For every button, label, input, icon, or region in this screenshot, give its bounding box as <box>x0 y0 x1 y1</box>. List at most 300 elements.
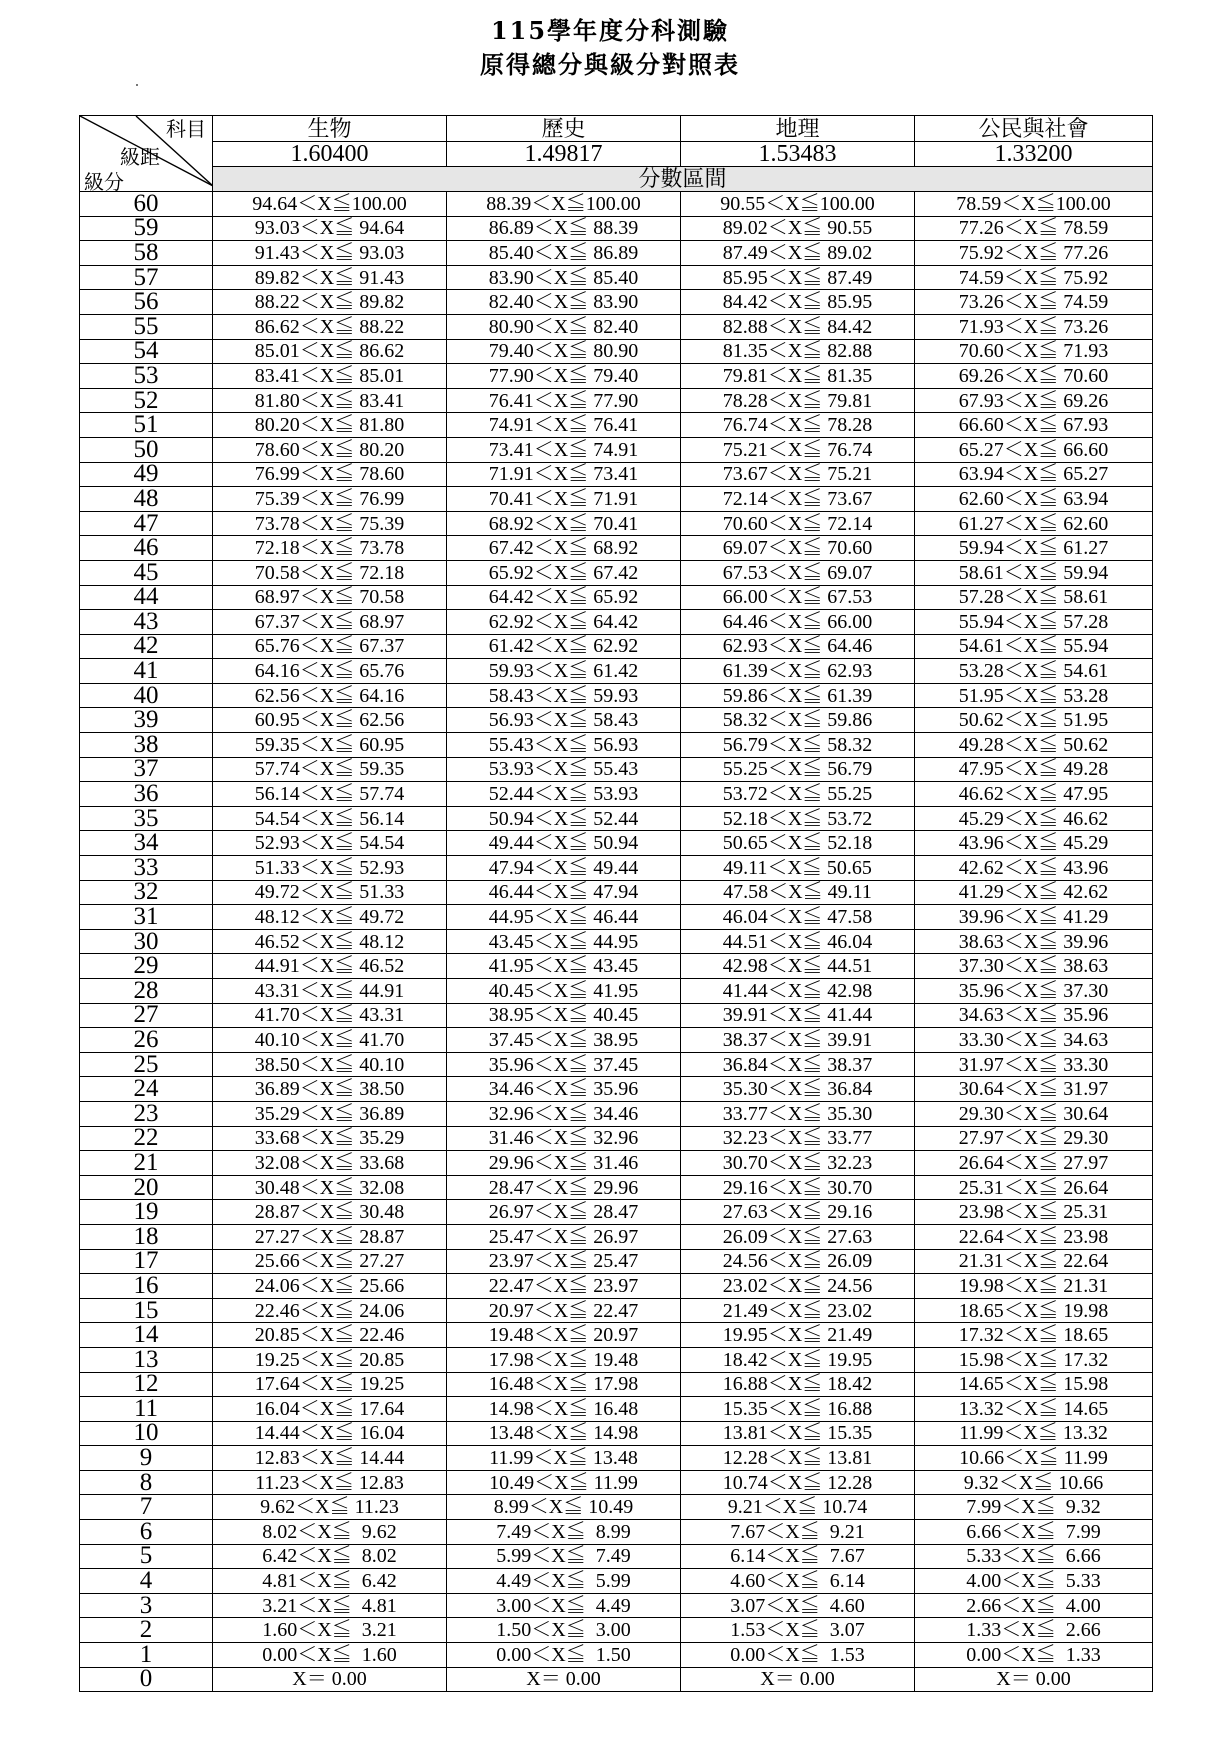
table-row <box>80 757 1153 782</box>
score-range-cell: 52.44＜X≦ 53.93 <box>447 782 681 807</box>
score-range-cell: X＝ 0.00 <box>681 1667 915 1692</box>
table-row <box>80 1003 1153 1028</box>
level-cell: 40 <box>80 683 213 708</box>
score-range-cell: 51.95＜X≦ 53.28 <box>915 683 1153 708</box>
table-row <box>80 1200 1153 1225</box>
score-range-cell: 4.49＜X≦ 5.99 <box>447 1569 681 1594</box>
score-range-cell: 76.74＜X≦ 78.28 <box>681 413 915 438</box>
document-title <box>0 14 1220 82</box>
score-range-cell: 28.47＜X≦ 29.96 <box>447 1175 681 1200</box>
score-range-cell: 13.48＜X≦ 14.98 <box>447 1421 681 1446</box>
score-range-cell: 52.93＜X≦ 54.54 <box>213 831 447 856</box>
score-range-cell: 33.68＜X≦ 35.29 <box>213 1126 447 1151</box>
table-row <box>80 954 1153 979</box>
score-range-cell: 57.74＜X≦ 59.35 <box>213 757 447 782</box>
step-value-biology: 1.60400 <box>213 142 447 167</box>
score-range-cell: 25.66＜X≦ 27.27 <box>213 1249 447 1274</box>
score-range-cell: 38.37＜X≦ 39.91 <box>681 1028 915 1053</box>
score-range-cell: 72.18＜X≦ 73.78 <box>213 536 447 561</box>
corner-label-step: 級距 <box>120 145 160 169</box>
table-row <box>80 634 1153 659</box>
level-cell: 51 <box>80 413 213 438</box>
score-range-cell: 47.58＜X≦ 49.11 <box>681 880 915 905</box>
score-range-cell: 10.49＜X≦ 11.99 <box>447 1470 681 1495</box>
score-range-cell: 53.28＜X≦ 54.61 <box>915 659 1153 684</box>
score-range-cell: 9.62＜X≦ 11.23 <box>213 1495 447 1520</box>
score-range-cell: 89.82＜X≦ 91.43 <box>213 265 447 290</box>
level-cell: 56 <box>80 290 213 315</box>
subject-header-biology: 生物 <box>213 116 447 142</box>
score-range-cell: 4.00＜X≦ 5.33 <box>915 1569 1153 1594</box>
score-range-cell: 85.01＜X≦ 86.62 <box>213 339 447 364</box>
level-cell: 34 <box>80 831 213 856</box>
score-range-cell: 43.45＜X≦ 44.95 <box>447 929 681 954</box>
score-range-cell: 59.86＜X≦ 61.39 <box>681 683 915 708</box>
score-range-cell: 37.30＜X≦ 38.63 <box>915 954 1153 979</box>
score-range-cell: 86.89＜X≦ 88.39 <box>447 216 681 241</box>
score-range-cell: 34.46＜X≦ 35.96 <box>447 1077 681 1102</box>
score-range-cell: 50.94＜X≦ 52.44 <box>447 806 681 831</box>
table-row <box>80 806 1153 831</box>
score-range-cell: 62.60＜X≦ 63.94 <box>915 487 1153 512</box>
level-cell: 39 <box>80 708 213 733</box>
score-range-cell: 11.23＜X≦ 12.83 <box>213 1470 447 1495</box>
subject-header-geography: 地理 <box>681 116 915 142</box>
score-range-cell: 85.40＜X≦ 86.89 <box>447 241 681 266</box>
score-range-cell: 87.49＜X≦ 89.02 <box>681 241 915 266</box>
score-range-cell: 75.39＜X≦ 76.99 <box>213 487 447 512</box>
score-range-cell: 23.02＜X≦ 24.56 <box>681 1274 915 1299</box>
score-range-cell: 17.64＜X≦ 19.25 <box>213 1372 447 1397</box>
score-range-cell: 78.28＜X≦ 79.81 <box>681 388 915 413</box>
corner-label-level: 級分 <box>84 170 124 192</box>
score-range-cell: 4.81＜X≦ 6.42 <box>213 1569 447 1594</box>
score-range-cell: 42.62＜X≦ 43.96 <box>915 856 1153 881</box>
level-cell: 44 <box>80 585 213 610</box>
level-cell: 19 <box>80 1200 213 1225</box>
table-row <box>80 929 1153 954</box>
score-range-cell: 93.03＜X≦ 94.64 <box>213 216 447 241</box>
level-cell: 60 <box>80 192 213 217</box>
table-row <box>80 1298 1153 1323</box>
level-cell: 41 <box>80 659 213 684</box>
table-row <box>80 339 1153 364</box>
score-range-cell: 62.56＜X≦ 64.16 <box>213 683 447 708</box>
score-range-cell: 65.92＜X≦ 67.42 <box>447 560 681 585</box>
table-row <box>80 1077 1153 1102</box>
score-range-cell: 46.62＜X≦ 47.95 <box>915 782 1153 807</box>
level-cell: 1 <box>80 1643 213 1668</box>
score-range-cell: 3.21＜X≦ 4.81 <box>213 1593 447 1618</box>
table-row <box>80 831 1153 856</box>
score-range-cell: 9.21＜X≦ 10.74 <box>681 1495 915 1520</box>
score-range-cell: 23.97＜X≦ 25.47 <box>447 1249 681 1274</box>
score-range-cell: 23.98＜X≦ 25.31 <box>915 1200 1153 1225</box>
score-range-cell: 55.43＜X≦ 56.93 <box>447 733 681 758</box>
score-range-cell: 44.91＜X≦ 46.52 <box>213 954 447 979</box>
table-row <box>80 314 1153 339</box>
score-range-cell: 0.00＜X≦ 1.60 <box>213 1643 447 1668</box>
level-cell: 25 <box>80 1052 213 1077</box>
score-range-cell: 82.88＜X≦ 84.42 <box>681 314 915 339</box>
score-range-cell: 50.65＜X≦ 52.18 <box>681 831 915 856</box>
score-range-cell: 13.81＜X≦ 15.35 <box>681 1421 915 1446</box>
score-range-cell: 54.61＜X≦ 55.94 <box>915 634 1153 659</box>
score-range-cell: 60.95＜X≦ 62.56 <box>213 708 447 733</box>
score-range-cell: 24.56＜X≦ 26.09 <box>681 1249 915 1274</box>
level-cell: 58 <box>80 241 213 266</box>
level-cell: 57 <box>80 265 213 290</box>
score-range-cell: 17.32＜X≦ 18.65 <box>915 1323 1153 1348</box>
score-range-cell: 68.97＜X≦ 70.58 <box>213 585 447 610</box>
table-row <box>80 856 1153 881</box>
table-row <box>80 1175 1153 1200</box>
score-range-cell: 33.30＜X≦ 34.63 <box>915 1028 1153 1053</box>
score-range-cell: 7.49＜X≦ 8.99 <box>447 1520 681 1545</box>
table-row <box>80 905 1153 930</box>
table-row <box>80 1249 1153 1274</box>
score-range-cell: 73.26＜X≦ 74.59 <box>915 290 1153 315</box>
level-cell: 53 <box>80 364 213 389</box>
score-range-cell: 71.93＜X≦ 73.26 <box>915 314 1153 339</box>
level-cell: 5 <box>80 1544 213 1569</box>
score-range-cell: 52.18＜X≦ 53.72 <box>681 806 915 831</box>
level-cell: 43 <box>80 610 213 635</box>
score-range-cell: 13.32＜X≦ 14.65 <box>915 1397 1153 1422</box>
score-range-cell: 50.62＜X≦ 51.95 <box>915 708 1153 733</box>
score-range-cell: 6.66＜X≦ 7.99 <box>915 1520 1153 1545</box>
title-line-1: 115學年度分科測驗 <box>490 16 730 45</box>
level-cell: 10 <box>80 1421 213 1446</box>
score-range-cell: 36.84＜X≦ 38.37 <box>681 1052 915 1077</box>
subject-header-history: 歷史 <box>447 116 681 142</box>
score-range-cell: 45.29＜X≦ 46.62 <box>915 806 1153 831</box>
score-range-cell: 40.45＜X≦ 41.95 <box>447 979 681 1004</box>
score-range-cell: 0.00＜X≦ 1.33 <box>915 1643 1153 1668</box>
table-row <box>80 1643 1153 1668</box>
table-row <box>80 1101 1153 1126</box>
score-range-cell: 25.47＜X≦ 26.97 <box>447 1224 681 1249</box>
score-range-cell: 69.26＜X≦ 70.60 <box>915 364 1153 389</box>
level-cell: 24 <box>80 1077 213 1102</box>
score-range-cell: 77.90＜X≦ 79.40 <box>447 364 681 389</box>
step-value-geography: 1.53483 <box>681 142 915 167</box>
score-range-cell: 39.96＜X≦ 41.29 <box>915 905 1153 930</box>
score-range-cell: 12.28＜X≦ 13.81 <box>681 1446 915 1471</box>
table-corner-header <box>80 116 213 192</box>
score-range-cell: 35.29＜X≦ 36.89 <box>213 1101 447 1126</box>
level-cell: 0 <box>80 1667 213 1692</box>
score-range-cell: 70.41＜X≦ 71.91 <box>447 487 681 512</box>
score-range-cell: 49.44＜X≦ 50.94 <box>447 831 681 856</box>
score-range-cell: 6.42＜X≦ 8.02 <box>213 1544 447 1569</box>
score-range-cell: 58.43＜X≦ 59.93 <box>447 683 681 708</box>
score-range-cell: 30.48＜X≦ 32.08 <box>213 1175 447 1200</box>
score-range-cell: 83.90＜X≦ 85.40 <box>447 265 681 290</box>
score-range-cell: X＝ 0.00 <box>447 1667 681 1692</box>
score-range-cell: 25.31＜X≦ 26.64 <box>915 1175 1153 1200</box>
score-range-cell: 68.92＜X≦ 70.41 <box>447 511 681 536</box>
score-range-cell: 4.60＜X≦ 6.14 <box>681 1569 915 1594</box>
score-range-cell: 49.28＜X≦ 50.62 <box>915 733 1153 758</box>
level-cell: 35 <box>80 806 213 831</box>
score-range-cell: 7.67＜X≦ 9.21 <box>681 1520 915 1545</box>
level-cell: 32 <box>80 880 213 905</box>
subject-header-civics: 公民與社會 <box>915 116 1153 142</box>
score-range-cell: 73.41＜X≦ 74.91 <box>447 437 681 462</box>
table-row <box>80 585 1153 610</box>
score-range-cell: 29.96＜X≦ 31.46 <box>447 1151 681 1176</box>
score-range-cell: 78.60＜X≦ 80.20 <box>213 437 447 462</box>
score-range-cell: 53.93＜X≦ 55.43 <box>447 757 681 782</box>
score-range-cell: 11.99＜X≦ 13.48 <box>447 1446 681 1471</box>
score-range-cell: 16.88＜X≦ 18.42 <box>681 1372 915 1397</box>
table-row <box>80 1028 1153 1053</box>
score-range-cell: 19.48＜X≦ 20.97 <box>447 1323 681 1348</box>
score-range-cell: 56.79＜X≦ 58.32 <box>681 733 915 758</box>
score-range-cell: 56.93＜X≦ 58.43 <box>447 708 681 733</box>
level-cell: 12 <box>80 1372 213 1397</box>
score-range-cell: 37.45＜X≦ 38.95 <box>447 1028 681 1053</box>
score-range-cell: 41.95＜X≦ 43.45 <box>447 954 681 979</box>
score-range-cell: 72.14＜X≦ 73.67 <box>681 487 915 512</box>
score-range-cell: 27.97＜X≦ 29.30 <box>915 1126 1153 1151</box>
score-range-cell: 19.98＜X≦ 21.31 <box>915 1274 1153 1299</box>
level-cell: 18 <box>80 1224 213 1249</box>
table-row <box>80 708 1153 733</box>
score-range-cell: 47.94＜X≦ 49.44 <box>447 856 681 881</box>
score-range-cell: 6.14＜X≦ 7.67 <box>681 1544 915 1569</box>
score-range-cell: 10.66＜X≦ 11.99 <box>915 1446 1153 1471</box>
table-row <box>80 1347 1153 1372</box>
table-row <box>80 1667 1153 1692</box>
stray-mark <box>136 84 138 86</box>
table-row <box>80 1323 1153 1348</box>
level-cell: 11 <box>80 1397 213 1422</box>
score-range-cell: 88.39＜X≦100.00 <box>447 192 681 217</box>
score-range-cell: 58.61＜X≦ 59.94 <box>915 560 1153 585</box>
table-row <box>80 290 1153 315</box>
level-cell: 36 <box>80 782 213 807</box>
score-range-cell: 84.42＜X≦ 85.95 <box>681 290 915 315</box>
score-range-cell: 41.29＜X≦ 42.62 <box>915 880 1153 905</box>
level-cell: 27 <box>80 1003 213 1028</box>
score-range-cell: 3.07＜X≦ 4.60 <box>681 1593 915 1618</box>
score-range-cell: 64.16＜X≦ 65.76 <box>213 659 447 684</box>
table-row <box>80 1372 1153 1397</box>
level-cell: 46 <box>80 536 213 561</box>
table-row <box>80 733 1153 758</box>
table-row <box>80 241 1153 266</box>
score-range-cell: 61.27＜X≦ 62.60 <box>915 511 1153 536</box>
step-value-civics: 1.33200 <box>915 142 1153 167</box>
table-row <box>80 487 1153 512</box>
table-row <box>80 1151 1153 1176</box>
level-cell: 23 <box>80 1101 213 1126</box>
score-range-cell: 91.43＜X≦ 93.03 <box>213 241 447 266</box>
score-range-cell: 85.95＜X≦ 87.49 <box>681 265 915 290</box>
table-row <box>80 388 1153 413</box>
level-cell: 59 <box>80 216 213 241</box>
score-range-cell: 42.98＜X≦ 44.51 <box>681 954 915 979</box>
score-range-cell: 58.32＜X≦ 59.86 <box>681 708 915 733</box>
score-range-cell: 20.85＜X≦ 22.46 <box>213 1323 447 1348</box>
score-range-cell: 77.26＜X≦ 78.59 <box>915 216 1153 241</box>
score-range-cell: 15.98＜X≦ 17.32 <box>915 1347 1153 1372</box>
score-range-cell: 5.99＜X≦ 7.49 <box>447 1544 681 1569</box>
score-range-cell: 32.08＜X≦ 33.68 <box>213 1151 447 1176</box>
score-range-cell: 31.97＜X≦ 33.30 <box>915 1052 1153 1077</box>
score-range-cell: 70.60＜X≦ 72.14 <box>681 511 915 536</box>
table-row <box>80 1224 1153 1249</box>
grade-conversion-table <box>79 115 1153 1692</box>
score-range-cell: 7.99＜X≦ 9.32 <box>915 1495 1153 1520</box>
score-range-cell: 83.41＜X≦ 85.01 <box>213 364 447 389</box>
score-range-cell: 26.09＜X≦ 27.63 <box>681 1224 915 1249</box>
score-range-cell: 32.23＜X≦ 33.77 <box>681 1126 915 1151</box>
table-row <box>80 1470 1153 1495</box>
score-range-cell: 76.99＜X≦ 78.60 <box>213 462 447 487</box>
table-row <box>80 1446 1153 1471</box>
score-range-cell: 22.46＜X≦ 24.06 <box>213 1298 447 1323</box>
table-row <box>80 413 1153 438</box>
score-range-cell: 69.07＜X≦ 70.60 <box>681 536 915 561</box>
score-range-cell: 28.87＜X≦ 30.48 <box>213 1200 447 1225</box>
score-range-cell: 8.99＜X≦ 10.49 <box>447 1495 681 1520</box>
score-range-cell: 70.60＜X≦ 71.93 <box>915 339 1153 364</box>
score-range-cell: 76.41＜X≦ 77.90 <box>447 388 681 413</box>
table-row <box>80 1421 1153 1446</box>
score-range-cell: 46.04＜X≦ 47.58 <box>681 905 915 930</box>
score-range-cell: 61.42＜X≦ 62.92 <box>447 634 681 659</box>
score-range-cell: 51.33＜X≦ 52.93 <box>213 856 447 881</box>
table-row <box>80 1495 1153 1520</box>
score-range-cell: 70.58＜X≦ 72.18 <box>213 560 447 585</box>
score-range-cell: 64.42＜X≦ 65.92 <box>447 585 681 610</box>
score-range-cell: 41.44＜X≦ 42.98 <box>681 979 915 1004</box>
score-range-cell: 15.35＜X≦ 16.88 <box>681 1397 915 1422</box>
score-range-cell: 24.06＜X≦ 25.66 <box>213 1274 447 1299</box>
score-range-cell: 1.60＜X≦ 3.21 <box>213 1618 447 1643</box>
level-cell: 21 <box>80 1151 213 1176</box>
score-range-cell: 55.25＜X≦ 56.79 <box>681 757 915 782</box>
score-range-cell: 71.91＜X≦ 73.41 <box>447 462 681 487</box>
score-range-cell: 39.91＜X≦ 41.44 <box>681 1003 915 1028</box>
table-row <box>80 1274 1153 1299</box>
level-cell: 13 <box>80 1347 213 1372</box>
score-range-cell: 67.93＜X≦ 69.26 <box>915 388 1153 413</box>
score-range-cell: 35.96＜X≦ 37.30 <box>915 979 1153 1004</box>
level-cell: 54 <box>80 339 213 364</box>
table-row <box>80 265 1153 290</box>
level-cell: 14 <box>80 1323 213 1348</box>
score-range-cell: 14.65＜X≦ 15.98 <box>915 1372 1153 1397</box>
score-range-cell: 8.02＜X≦ 9.62 <box>213 1520 447 1545</box>
score-range-cell: 14.98＜X≦ 16.48 <box>447 1397 681 1422</box>
score-range-cell: 80.20＜X≦ 81.80 <box>213 413 447 438</box>
score-range-cell: 49.11＜X≦ 50.65 <box>681 856 915 881</box>
score-range-cell: 56.14＜X≦ 57.74 <box>213 782 447 807</box>
score-range-cell: 59.35＜X≦ 60.95 <box>213 733 447 758</box>
score-range-cell: 11.99＜X≦ 13.32 <box>915 1421 1153 1446</box>
level-cell: 45 <box>80 560 213 585</box>
score-range-cell: 74.59＜X≦ 75.92 <box>915 265 1153 290</box>
score-range-cell: 78.59＜X≦100.00 <box>915 192 1153 217</box>
score-range-cell: 44.51＜X≦ 46.04 <box>681 929 915 954</box>
score-range-cell: 57.28＜X≦ 58.61 <box>915 585 1153 610</box>
score-range-cell: 29.30＜X≦ 30.64 <box>915 1101 1153 1126</box>
score-range-cell: 55.94＜X≦ 57.28 <box>915 610 1153 635</box>
score-range-cell: 38.95＜X≦ 40.45 <box>447 1003 681 1028</box>
score-range-cell: 0.00＜X≦ 1.53 <box>681 1643 915 1668</box>
table-row <box>80 216 1153 241</box>
score-range-cell: 73.67＜X≦ 75.21 <box>681 462 915 487</box>
level-cell: 3 <box>80 1593 213 1618</box>
level-cell: 55 <box>80 314 213 339</box>
score-range-cell: 20.97＜X≦ 22.47 <box>447 1298 681 1323</box>
score-range-cell: 22.47＜X≦ 23.97 <box>447 1274 681 1299</box>
table-row <box>80 659 1153 684</box>
score-range-cell: 62.93＜X≦ 64.46 <box>681 634 915 659</box>
score-range-cell: 16.48＜X≦ 17.98 <box>447 1372 681 1397</box>
score-range-cell: 3.00＜X≦ 4.49 <box>447 1593 681 1618</box>
score-range-cell: 43.96＜X≦ 45.29 <box>915 831 1153 856</box>
score-range-cell: 48.12＜X≦ 49.72 <box>213 905 447 930</box>
table-row <box>80 1544 1153 1569</box>
score-range-cell: 66.00＜X≦ 67.53 <box>681 585 915 610</box>
score-range-cell: 26.64＜X≦ 27.97 <box>915 1151 1153 1176</box>
score-range-cell: 44.95＜X≦ 46.44 <box>447 905 681 930</box>
score-range-cell: 5.33＜X≦ 6.66 <box>915 1544 1153 1569</box>
score-range-cell: 21.49＜X≦ 23.02 <box>681 1298 915 1323</box>
score-range-cell: 43.31＜X≦ 44.91 <box>213 979 447 1004</box>
score-range-cell: 36.89＜X≦ 38.50 <box>213 1077 447 1102</box>
table-row <box>80 536 1153 561</box>
corner-label-subject: 科目 <box>166 117 206 141</box>
level-cell: 30 <box>80 929 213 954</box>
level-cell: 22 <box>80 1126 213 1151</box>
score-range-cell: 1.33＜X≦ 2.66 <box>915 1618 1153 1643</box>
score-range-header: 分數區間 <box>213 167 1153 192</box>
score-range-cell: 54.54＜X≦ 56.14 <box>213 806 447 831</box>
level-cell: 31 <box>80 905 213 930</box>
score-range-cell: 89.02＜X≦ 90.55 <box>681 216 915 241</box>
table-row <box>80 1397 1153 1422</box>
score-range-cell: 35.96＜X≦ 37.45 <box>447 1052 681 1077</box>
table-row <box>80 1052 1153 1077</box>
score-range-cell: 67.53＜X≦ 69.07 <box>681 560 915 585</box>
score-range-cell: 79.40＜X≦ 80.90 <box>447 339 681 364</box>
score-range-cell: 59.94＜X≦ 61.27 <box>915 536 1153 561</box>
score-range-cell: 40.10＜X≦ 41.70 <box>213 1028 447 1053</box>
level-cell: 49 <box>80 462 213 487</box>
table-row <box>80 1618 1153 1643</box>
score-range-cell: 73.78＜X≦ 75.39 <box>213 511 447 536</box>
level-cell: 9 <box>80 1446 213 1471</box>
score-range-cell: 27.27＜X≦ 28.87 <box>213 1224 447 1249</box>
score-range-cell: X＝ 0.00 <box>915 1667 1153 1692</box>
level-cell: 50 <box>80 437 213 462</box>
score-range-cell: 88.22＜X≦ 89.82 <box>213 290 447 315</box>
score-range-cell: 74.91＜X≦ 76.41 <box>447 413 681 438</box>
score-range-cell: 79.81＜X≦ 81.35 <box>681 364 915 389</box>
level-cell: 33 <box>80 856 213 881</box>
score-range-cell: 22.64＜X≦ 23.98 <box>915 1224 1153 1249</box>
score-range-cell: 67.42＜X≦ 68.92 <box>447 536 681 561</box>
score-range-cell: 19.95＜X≦ 21.49 <box>681 1323 915 1348</box>
score-range-cell: 46.52＜X≦ 48.12 <box>213 929 447 954</box>
table-row <box>80 1569 1153 1594</box>
